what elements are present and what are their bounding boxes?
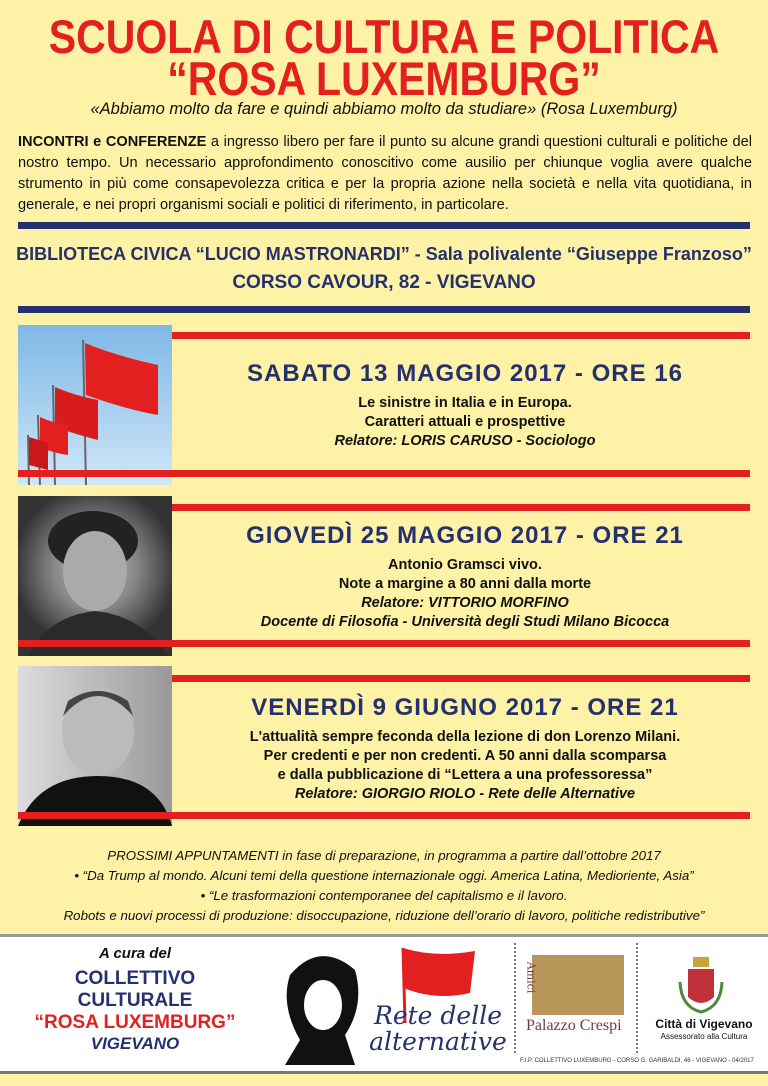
divider <box>172 332 750 339</box>
upcoming-events <box>0 846 768 926</box>
event-topic: e dalla pubblicazione di “Lettera a una professoressa” <box>277 767 653 783</box>
event-date: GIOVEDÌ 25 MAGGIO 2017 - ORE 21 <box>246 522 684 549</box>
amici-label: Amici <box>524 961 538 994</box>
event-1 <box>180 360 750 451</box>
event-speaker: Relatore: LORIS CARUSO - Sociologo <box>334 433 596 449</box>
upcoming-item: Robots e nuovi processi di produzione: disoccupazione, riduzione dell’orario di lavoro, politiche redistributive” <box>63 908 705 923</box>
upcoming-item: • “Le trasformazioni contemporanee del capitalismo e il lavoro. <box>200 888 568 903</box>
rete-logo-text <box>368 1003 508 1055</box>
intro-paragraph <box>18 132 752 216</box>
org-name: CULTURALE <box>77 990 193 1011</box>
don-milani-photo <box>18 666 172 826</box>
divider <box>636 943 638 1053</box>
event-date: SABATO 13 MAGGIO 2017 - ORE 16 <box>247 360 683 387</box>
cura-label: A cura del <box>99 945 171 962</box>
divider <box>514 943 516 1053</box>
divider <box>172 675 750 682</box>
intro-bold: CONFERENZE <box>105 134 207 150</box>
rosa-luxemburg-portrait <box>275 945 365 1065</box>
divider <box>18 306 750 313</box>
quote: «Abbiamo molto da fare e quindi abbiamo molto da studiare» (Rosa Luxemburg) <box>90 100 678 118</box>
assessorato-label: Assessorato alla Cultura <box>660 1032 748 1041</box>
venue-line-2: CORSO CAVOUR, 82 - VIGEVANO <box>232 272 536 293</box>
divider <box>172 504 750 511</box>
intro-and: e <box>88 134 106 150</box>
venue-line-1: BIBLIOTECA CIVICA “LUCIO MASTRONARDI” - Sala polivalente “Giuseppe Franzoso” <box>16 244 752 264</box>
rete-line: alternative <box>369 1027 507 1056</box>
divider <box>18 640 750 647</box>
vigevano-coat-of-arms <box>676 957 726 1017</box>
divider <box>18 812 750 819</box>
palazzo-label: Palazzo Crespi <box>526 1017 622 1034</box>
divider <box>18 470 750 477</box>
event-topic: Le sinistre in Italia e in Europa. <box>358 395 572 411</box>
upcoming-item: • “Da Trump al mondo. Alcuni temi della questione internazionale oggi. America Latina, Medioriente, Asia” <box>74 868 694 883</box>
org-name: COLLETTIVO <box>74 968 196 989</box>
gramsci-photo <box>18 496 172 656</box>
event-date: VENERDÌ 9 GIUGNO 2017 - ORE 21 <box>251 694 679 721</box>
event-2 <box>180 522 750 632</box>
event-topic: Per credenti e per non credenti. A 50 anni dalla scomparsa <box>263 748 667 764</box>
divider <box>18 222 750 229</box>
footer <box>0 934 768 1074</box>
event-topic: Antonio Gramsci vivo. <box>388 557 542 573</box>
event-3 <box>180 694 750 804</box>
red-flags-photo <box>18 325 172 485</box>
event-topic: Note a margine a 80 anni dalla morte <box>338 576 592 592</box>
event-topic: Caratteri attuali e prospettive <box>364 414 566 430</box>
intro-bold: INCONTRI <box>18 134 89 150</box>
event-speaker: Relatore: VITTORIO MORFINO <box>361 595 569 611</box>
intro-text: a ingresso libero per fare il punto su alcune grandi questioni culturali e politiche del nostro tempo. Un necessario approfondimento conoscitivo come ausilio per chiunque voglia avere qualche strumento in più come consapevolezza critica e per la propria azione nella società e nella vita quotidiana, in generale, e nei propri organismi sociali e politici di riferimento, in particolare. <box>18 134 752 213</box>
title-line-2: “ROSA LUXEMBURG” <box>167 52 601 106</box>
organizer-block <box>20 945 250 1054</box>
org-name: “ROSA LUXEMBURG” <box>34 1012 236 1033</box>
org-city: VIGEVANO <box>90 1034 180 1053</box>
event-speaker: Relatore: GIORGIO RIOLO - Rete delle Alternative <box>294 786 636 802</box>
citta-label: Città di Vigevano <box>655 1017 753 1031</box>
upcoming-heading: PROSSIMI APPUNTAMENTI in fase di preparazione, in programma a partire dall’ottobre 2017 <box>107 848 661 863</box>
event-topic: L'attualità sempre feconda della lezione di don Lorenzo Milani. <box>249 729 681 745</box>
title-line-1: SCUOLA DI CULTURA E POLITICA <box>48 10 720 64</box>
palazzo-crespi-logo <box>532 955 624 1015</box>
event-speaker: Docente di Filosofia - Università degli Studi Milano Bicocca <box>260 614 670 630</box>
rete-line: Rete delle <box>374 1001 502 1030</box>
print-credit: F.I.P. COLLETTIVO LUXEMBURG - CORSO G. GARIBALDI, 46 - VIGEVANO - 04/2017 <box>520 1058 754 1064</box>
